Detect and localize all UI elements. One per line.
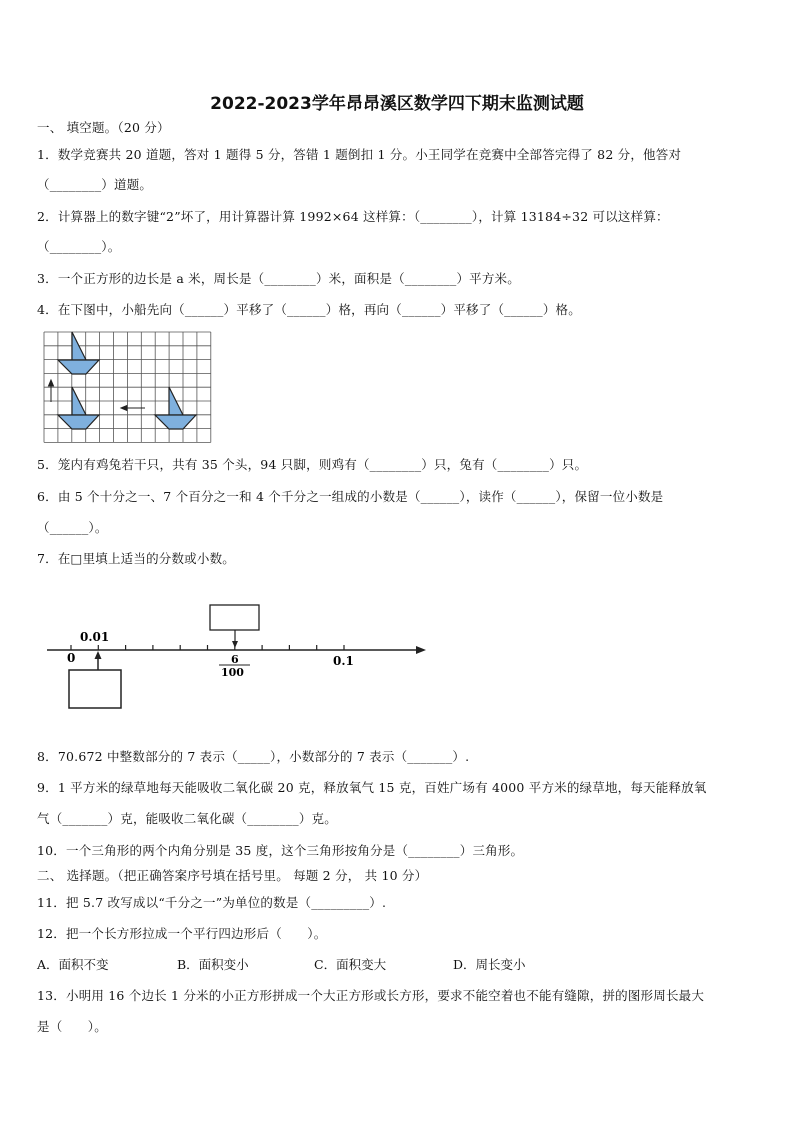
option-d: D．周长变小 [453,957,526,972]
label-frac-numerator: 6 [231,653,239,666]
question-4: 4．在下图中，小船先向（______）平移了（______）格，再向（______）平移了（______）格。 [37,302,581,317]
answer-box-top [210,605,259,630]
question-1-line-1: 1．数学竞赛共 20 道题，答对 1 题得 5 分，答错 1 题倒扣 1 分。小王同学在竞赛中全部答完得了 82 分，他答对 [37,147,682,162]
question-10: 10．一个三角形的两个内角分别是 35 度，这个三角形按角分是（________）三角形。 [37,843,524,858]
number-line-figure [47,605,426,708]
question-5: 5．笼内有鸡兔若干只，共有 35 个头，94 只脚，则鸡有（________）只，兔有（________）只。 [37,457,588,472]
label-0-1: 0.1 [333,654,354,668]
question-2-line-2: （________）。 [37,239,121,254]
section-choice-heading: 二、 选择题。（把正确答案序号填在括号里。 每题 2 分， 共 10 分） [37,868,428,883]
question-3: 3．一个正方形的边长是 a 米，周长是（________）米，面积是（________）平方米。 [37,271,520,286]
question-7: 7．在□里填上适当的分数或小数。 [37,551,235,566]
option-c: C．面积变大 [314,957,387,972]
question-8: 8．70.672 中整数部分的 7 表示（_____），小数部分的 7 表示（_______）. [37,749,470,764]
boat-bottom-left-hull [58,415,99,429]
question-9-line-1: 9．1 平方米的绿草地每天能吸收二氧化碳 20 克，释放氧气 15 克，百姓广场有 4000 平方米的绿草地，每天能释放氧 [37,780,707,795]
option-b: B．面积变小 [177,957,249,972]
question-2-line-1: 2．计算器上的数字键“2”坏了，用计算器计算 1992×64 这样算：（________），计算 13184÷32 可以这样算： [37,209,669,224]
label-0: 0 [67,651,76,665]
question-1-line-2: （________）道题。 [37,177,153,192]
question-6-line-2: （______）。 [37,520,108,535]
arrowhead-icon [416,646,426,654]
option-a: A．面积不变 [37,957,109,972]
question-11: 11．把 5.7 改写成以“千分之一”为单位的数是（_________）. [37,895,387,910]
question-12: 12．把一个长方形拉成一个平行四边形后（ ）。 [37,926,327,941]
label-frac-denominator: 100 [221,666,244,679]
question-9-line-2: 气（_______）克，能吸收二氧化碳（________）克。 [37,811,337,826]
arrow-down-icon [232,641,238,648]
question-13-line-2: 是（ ）。 [37,1019,107,1034]
boat-top-hull [58,360,99,374]
arrow-up-icon [95,651,102,659]
section-fill-in-heading: 一、 填空题。（20 分） [37,120,170,135]
question-6-line-1: 6．由 5 个十分之一、7 个百分之一和 4 个千分之一组成的小数是（______），读作（______），保留一位小数是 [37,489,664,504]
label-0-01: 0.01 [80,630,110,644]
page-title: 2022-2023学年昂昂溪区数学四下期末监测试题 [210,94,584,114]
boat-right-hull [155,415,196,429]
boat-grid-figure [44,332,211,442]
answer-box-bottom [69,670,121,708]
question-13-line-1: 13．小明用 16 个边长 1 分米的小正方形拼成一个大正方形或长方形，要求不能空着也不能有缝隙，拼的图形周长最大 [37,988,705,1003]
